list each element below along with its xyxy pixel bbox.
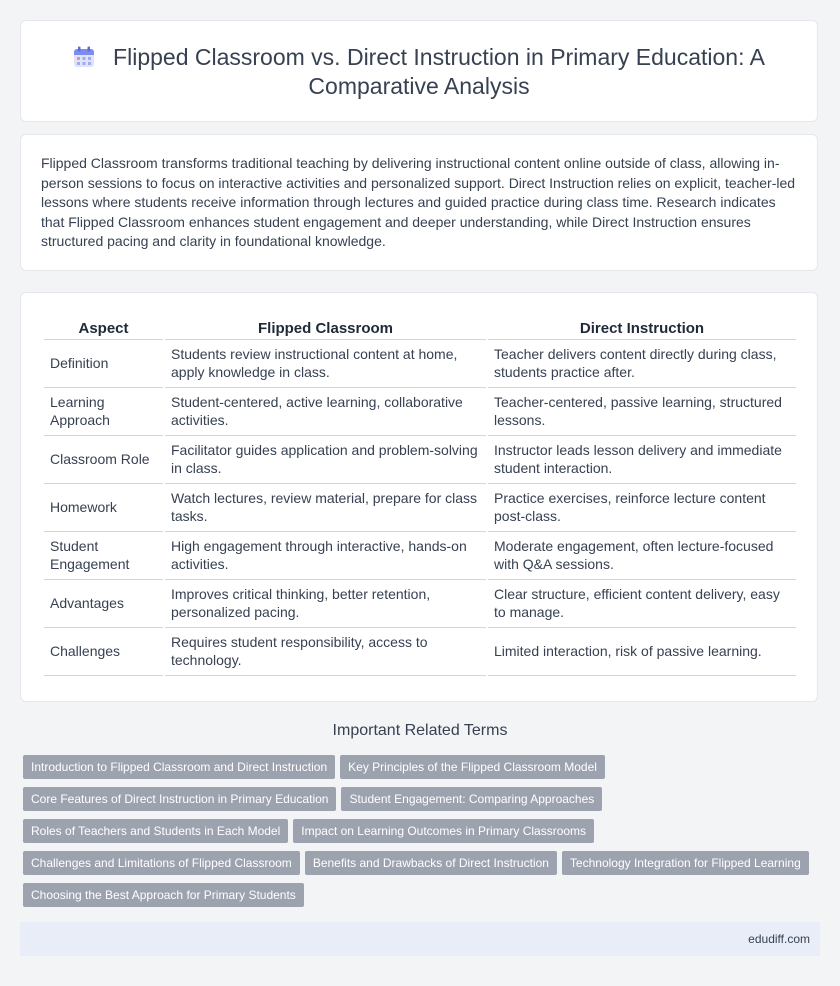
header-direct-instruction: Direct Instruction [488, 315, 796, 340]
row-aspect: Learning Approach [44, 388, 163, 436]
footer [20, 922, 820, 956]
table-row [44, 628, 796, 676]
row-direct: Clear structure, efficient content delivery, easy to manage. [488, 580, 796, 628]
row-flipped: Improves critical thinking, better retention, personalized pacing. [165, 580, 486, 628]
row-direct: Practice exercises, reinforce lecture content post-class. [488, 484, 796, 532]
row-aspect: Classroom Role [44, 436, 163, 484]
related-term-tag[interactable]: Introduction to Flipped Classroom and Direct Instruction [23, 755, 335, 779]
row-aspect: Homework [44, 484, 163, 532]
row-direct: Teacher delivers content directly during class, students practice after. [488, 340, 796, 388]
row-flipped: Student-centered, active learning, collaborative activities. [165, 388, 486, 436]
row-aspect: Challenges [44, 628, 163, 676]
footer-site-link[interactable]: edudiff.com [748, 932, 810, 946]
row-direct: Instructor leads lesson delivery and immediate student interaction. [488, 436, 796, 484]
intro-card [20, 134, 818, 271]
row-flipped: Facilitator guides application and problem-solving in class. [165, 436, 486, 484]
row-flipped: High engagement through interactive, hands-on activities. [165, 532, 486, 580]
related-term-tag[interactable]: Technology Integration for Flipped Learning [562, 851, 809, 875]
table-row [44, 484, 796, 532]
related-term-tag[interactable]: Key Principles of the Flipped Classroom Model [340, 755, 605, 779]
table-row [44, 436, 796, 484]
tag-row [23, 883, 823, 915]
header-flipped-classroom: Flipped Classroom [165, 315, 486, 340]
title-card [20, 20, 818, 122]
related-term-tag[interactable]: Core Features of Direct Instruction in Primary Education [23, 787, 336, 811]
header-aspect: Aspect [44, 315, 163, 340]
table-row [44, 532, 796, 580]
tag-row [23, 787, 823, 819]
intro-paragraph: Flipped Classroom transforms traditional teaching by delivering instructional content online outside of class, allowing in-person sessions to focus on interactive activities and personalized support. Direct Instruction relies on explicit, teacher-led lessons where students receive information through lectures and guided practice during class time. Research indicates that Flipped Classroom enhances student engagement and deeper understanding, while Direct Instruction ensures structured pacing and clarity in foundational knowledge. [41, 155, 796, 250]
tag-row [23, 755, 823, 787]
page-title [51, 43, 787, 101]
related-term-tag[interactable]: Choosing the Best Approach for Primary Students [23, 883, 304, 907]
row-flipped: Requires student responsibility, access to technology. [165, 628, 486, 676]
related-term-tag[interactable]: Benefits and Drawbacks of Direct Instruction [305, 851, 557, 875]
row-aspect: Advantages [44, 580, 163, 628]
table-row [44, 340, 796, 388]
page-title-text: Flipped Classroom vs. Direct Instruction in Primary Education: A Comparative Analysis [113, 44, 765, 99]
related-terms-title: Important Related Terms [332, 722, 508, 739]
comparison-table [42, 315, 798, 676]
row-direct: Moderate engagement, often lecture-focused with Q&A sessions. [488, 532, 796, 580]
calendar-icon [73, 46, 95, 68]
related-term-tag[interactable]: Challenges and Limitations of Flipped Classroom [23, 851, 300, 875]
related-term-tag[interactable]: Roles of Teachers and Students in Each Model [23, 819, 288, 843]
related-term-tag[interactable]: Student Engagement: Comparing Approaches [341, 787, 602, 811]
tag-row [23, 819, 823, 851]
row-direct: Teacher-centered, passive learning, structured lessons. [488, 388, 796, 436]
row-direct: Limited interaction, risk of passive learning. [488, 628, 796, 676]
related-term-tag[interactable]: Impact on Learning Outcomes in Primary Classrooms [293, 819, 594, 843]
tag-row [23, 851, 823, 883]
table-row [44, 580, 796, 628]
row-flipped: Watch lectures, review material, prepare for class tasks. [165, 484, 486, 532]
related-terms-list [23, 755, 823, 915]
row-aspect: Student Engagement [44, 532, 163, 580]
table-header-row [44, 315, 796, 340]
row-flipped: Students review instructional content at home, apply knowledge in class. [165, 340, 486, 388]
row-aspect: Definition [44, 340, 163, 388]
comparison-card [20, 292, 818, 702]
table-row [44, 388, 796, 436]
